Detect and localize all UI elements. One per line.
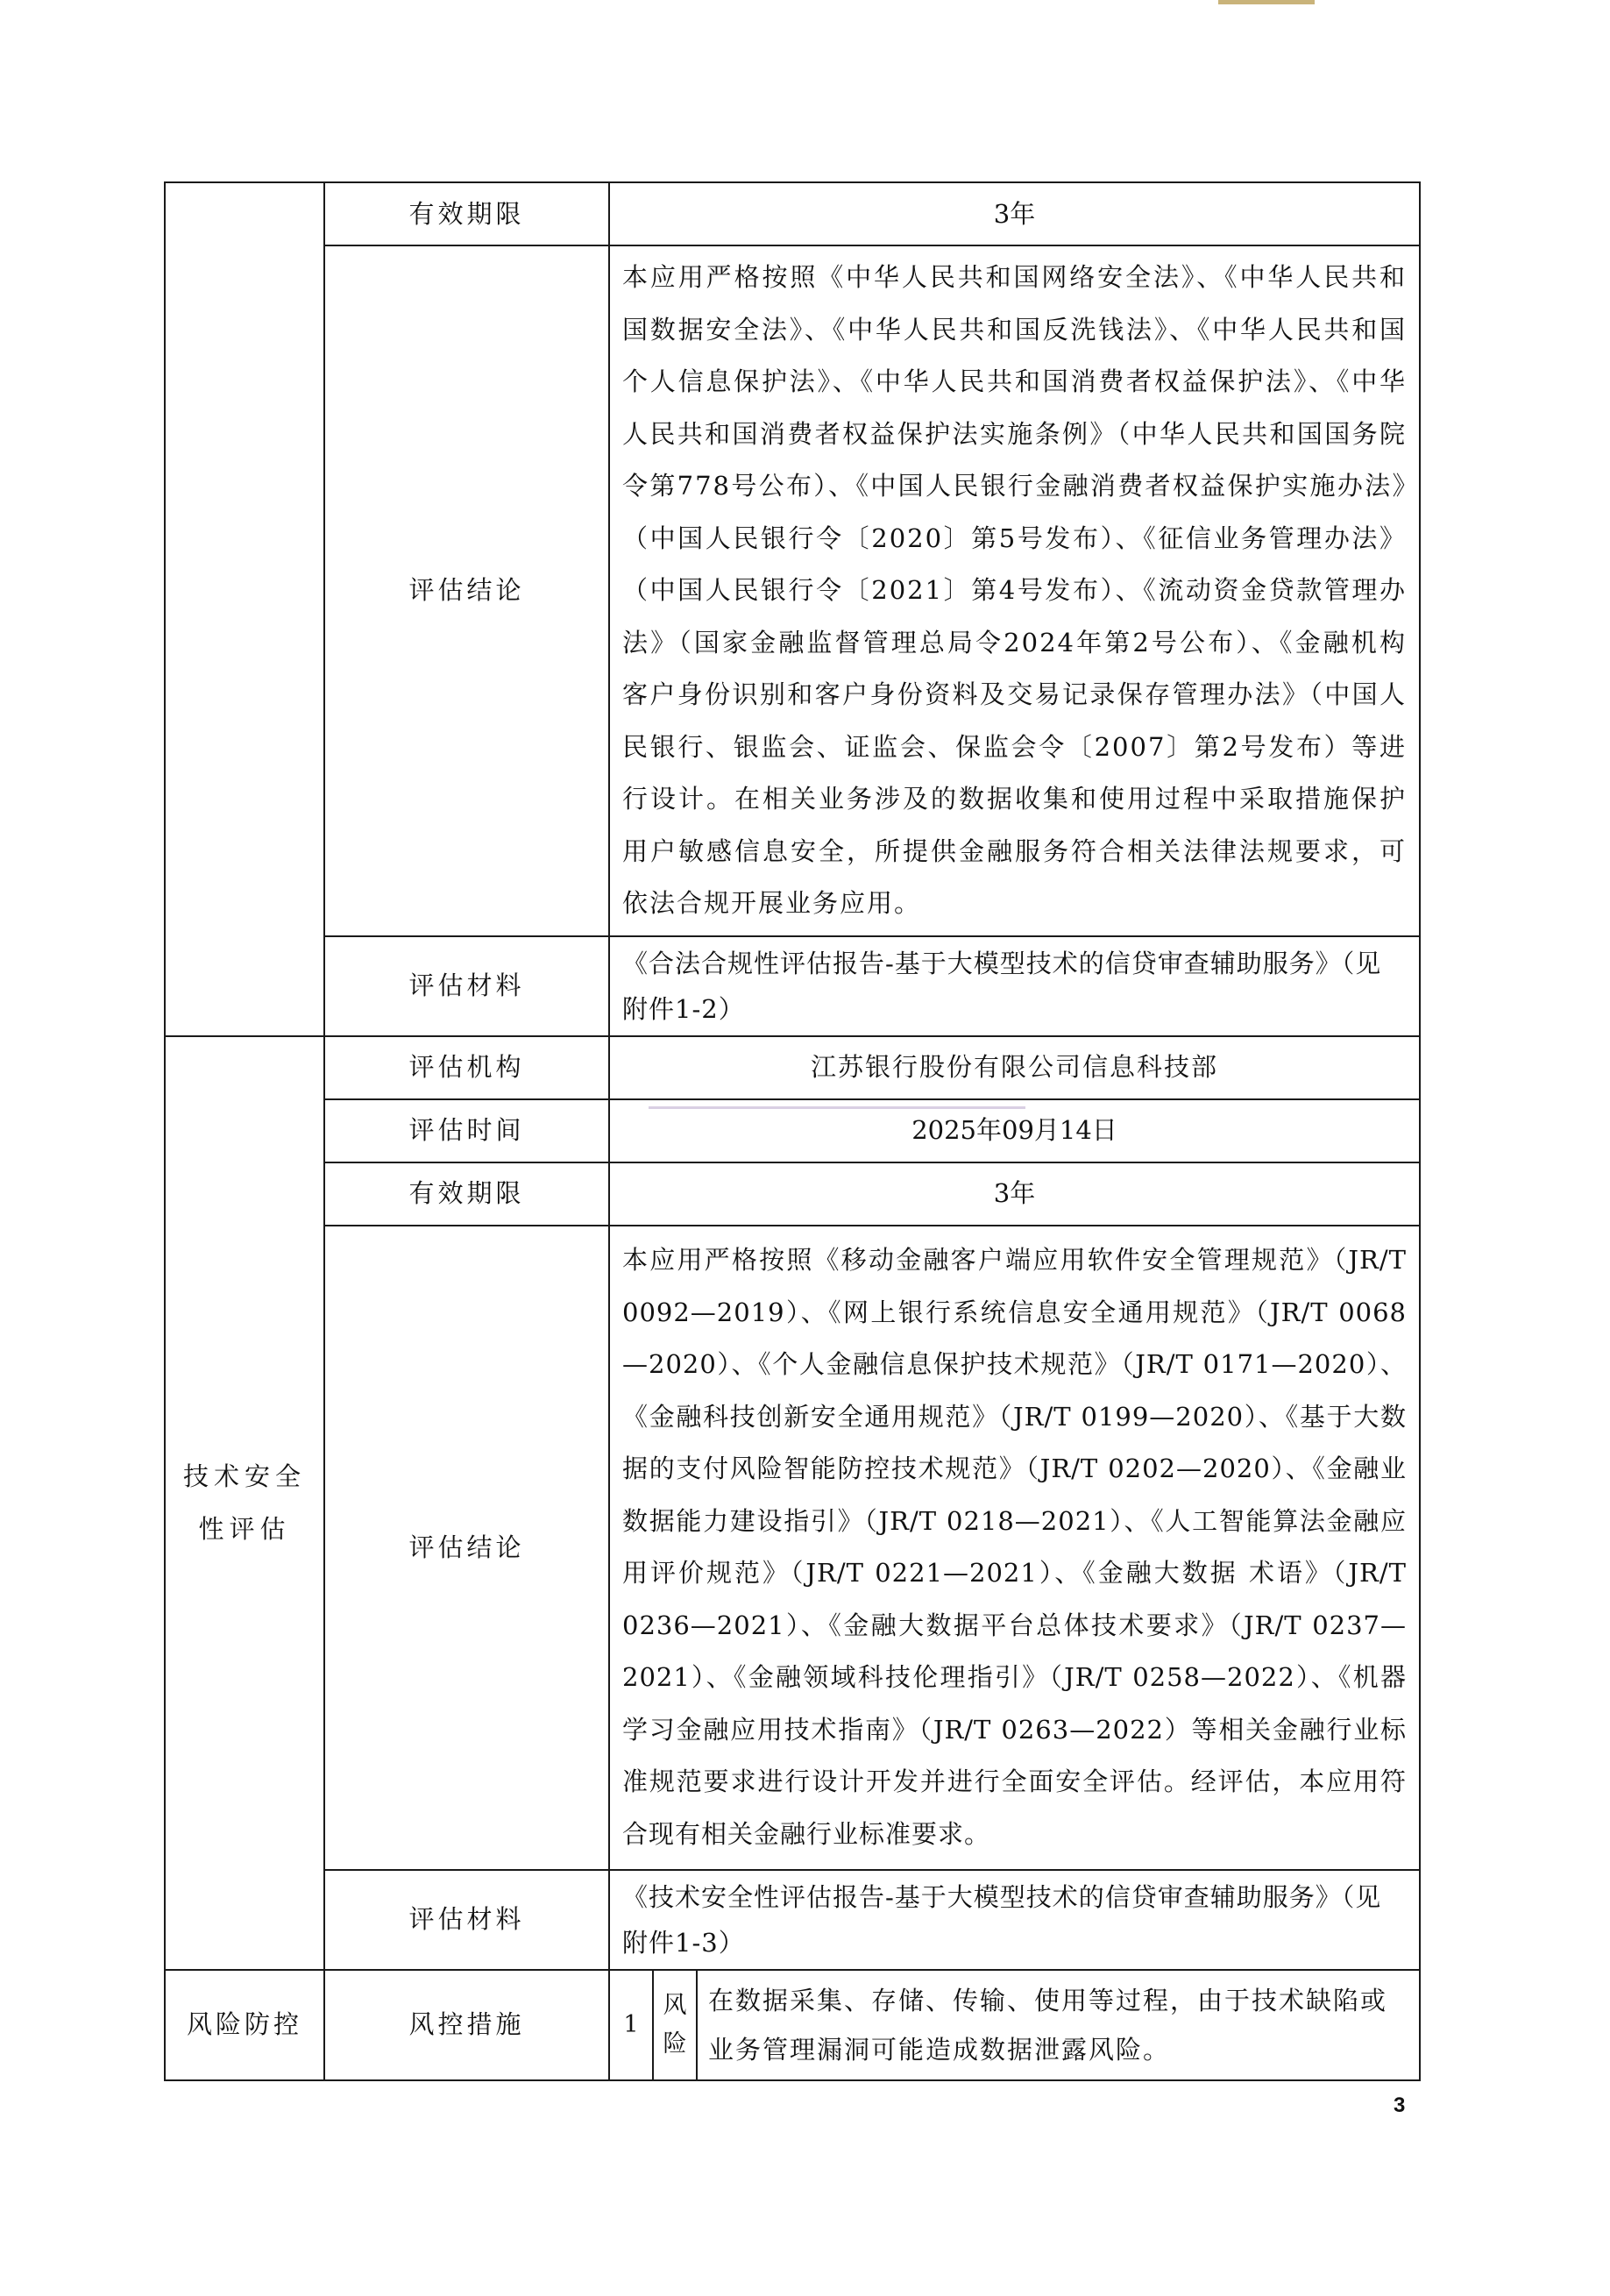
legal-material-label: 评估材料 bbox=[324, 936, 609, 1036]
risk-category: 风险防控 bbox=[165, 1970, 324, 2080]
risk-item-type: 风险 bbox=[654, 1971, 698, 2079]
tech-time-label: 评估时间 bbox=[324, 1099, 609, 1162]
legal-material-text: 《合法合规性评估报告-基于大模型技术的信贷审查辅助服务》（见附件1-2） bbox=[609, 936, 1420, 1036]
tech-validity-row bbox=[165, 1162, 1420, 1226]
tech-material-row bbox=[165, 1870, 1420, 1970]
legal-validity-value: 3年 bbox=[609, 182, 1420, 245]
risk-item-number: 1 bbox=[610, 1971, 654, 2079]
page-number: 3 bbox=[1394, 2093, 1406, 2117]
risk-item bbox=[610, 1971, 1419, 2079]
tech-validity-label: 有效期限 bbox=[324, 1162, 609, 1226]
tech-org-label: 评估机构 bbox=[324, 1036, 609, 1099]
tech-conclusion-row bbox=[165, 1226, 1420, 1870]
risk-measure-label: 风控措施 bbox=[324, 1970, 609, 2080]
scan-artifact-top bbox=[1218, 0, 1315, 4]
tech-category-line1: 技术安全 bbox=[182, 1461, 306, 1491]
tech-conclusion-text: 本应用严格按照《移动金融客户端应用软件安全管理规范》（JR/T 0092—2019）、《网上银行系统信息安全通用规范》（JR/T 0068—2020）、《个人金融信息保护技术规范》（JR/T 0171—2020）、《金融科技创新安全通用规范》（JR/T 0199—2020）、《基于大数据的支付风险智能防控技术规范》（JR/T 0202—2020）、《金融业数据能力建设指引》（JR/T 0218—2021）、《人工智能算法金融应用评价规范》（JR/T 0221—2021）、《金融大数据 术语》（JR/T 0236—2021）、《金融大数据平台总体技术要求》（JR/T 0237—2021）、《金融领域科技伦理指引》（JR/T 0258—2022）、《机器学习金融应用技术指南》（JR/T 0263—2022）等相关金融行业标准规范要求进行设计开发并进行全面安全评估。经评估，本应用符合现有相关金融行业标准要求。 bbox=[609, 1226, 1420, 1870]
legal-validity-row bbox=[165, 182, 1420, 245]
tech-org-row bbox=[165, 1036, 1420, 1099]
tech-conclusion-label: 评估结论 bbox=[324, 1226, 609, 1870]
tech-category-line2: 性评估 bbox=[198, 1514, 291, 1544]
legal-conclusion-text: 本应用严格按照《中华人民共和国网络安全法》、《中华人民共和国数据安全法》、《中华人民共和国反洗钱法》、《中华人民共和国个人信息保护法》、《中华人民共和国消费者权益保护法》、《中华人民共和国消费者权益保护法实施条例》（中华人民共和国国务院令第778号公布）、《中国人民银行金融消费者权益保护实施办法》（中国人民银行令〔2020〕第5号发布）、《征信业务管理办法》（中国人民银行令〔2021〕第4号发布）、《流动资金贷款管理办法》（国家金融监督管理总局令2024年第2号公布）、《金融机构客户身份识别和客户身份资料及交易记录保存管理办法》（中国人民银行、银监会、证监会、保监会令〔2007〕第2号发布）等进行设计。在相关业务涉及的数据收集和使用过程中采取措施保护用户敏感信息安全，所提供金融服务符合相关法律法规要求，可依法合规开展业务应用。 bbox=[609, 245, 1420, 936]
legal-conclusion-label: 评估结论 bbox=[324, 245, 609, 936]
risk-item-cell bbox=[609, 1970, 1420, 2080]
scan-artifact-mid bbox=[649, 1106, 1025, 1109]
tech-material-label: 评估材料 bbox=[324, 1870, 609, 1970]
legal-validity-label: 有效期限 bbox=[324, 182, 609, 245]
legal-category-cell bbox=[165, 182, 324, 1036]
assessment-table bbox=[164, 181, 1421, 2081]
legal-material-row bbox=[165, 936, 1420, 1036]
tech-validity-value: 3年 bbox=[609, 1162, 1420, 1226]
legal-conclusion-row bbox=[165, 245, 1420, 936]
tech-category-cell bbox=[165, 1036, 324, 1970]
tech-material-text: 《技术安全性评估报告-基于大模型技术的信贷审查辅助服务》（见附件1-3） bbox=[609, 1870, 1420, 1970]
risk-row bbox=[165, 1970, 1420, 2080]
risk-item-description: 在数据采集、存储、传输、使用等过程，由于技术缺陷或业务管理漏洞可能造成数据泄露风险。 bbox=[708, 1985, 1388, 2065]
tech-time-value: 2025年09月14日 bbox=[609, 1099, 1420, 1162]
tech-org-value: 江苏银行股份有限公司信息科技部 bbox=[609, 1036, 1420, 1099]
